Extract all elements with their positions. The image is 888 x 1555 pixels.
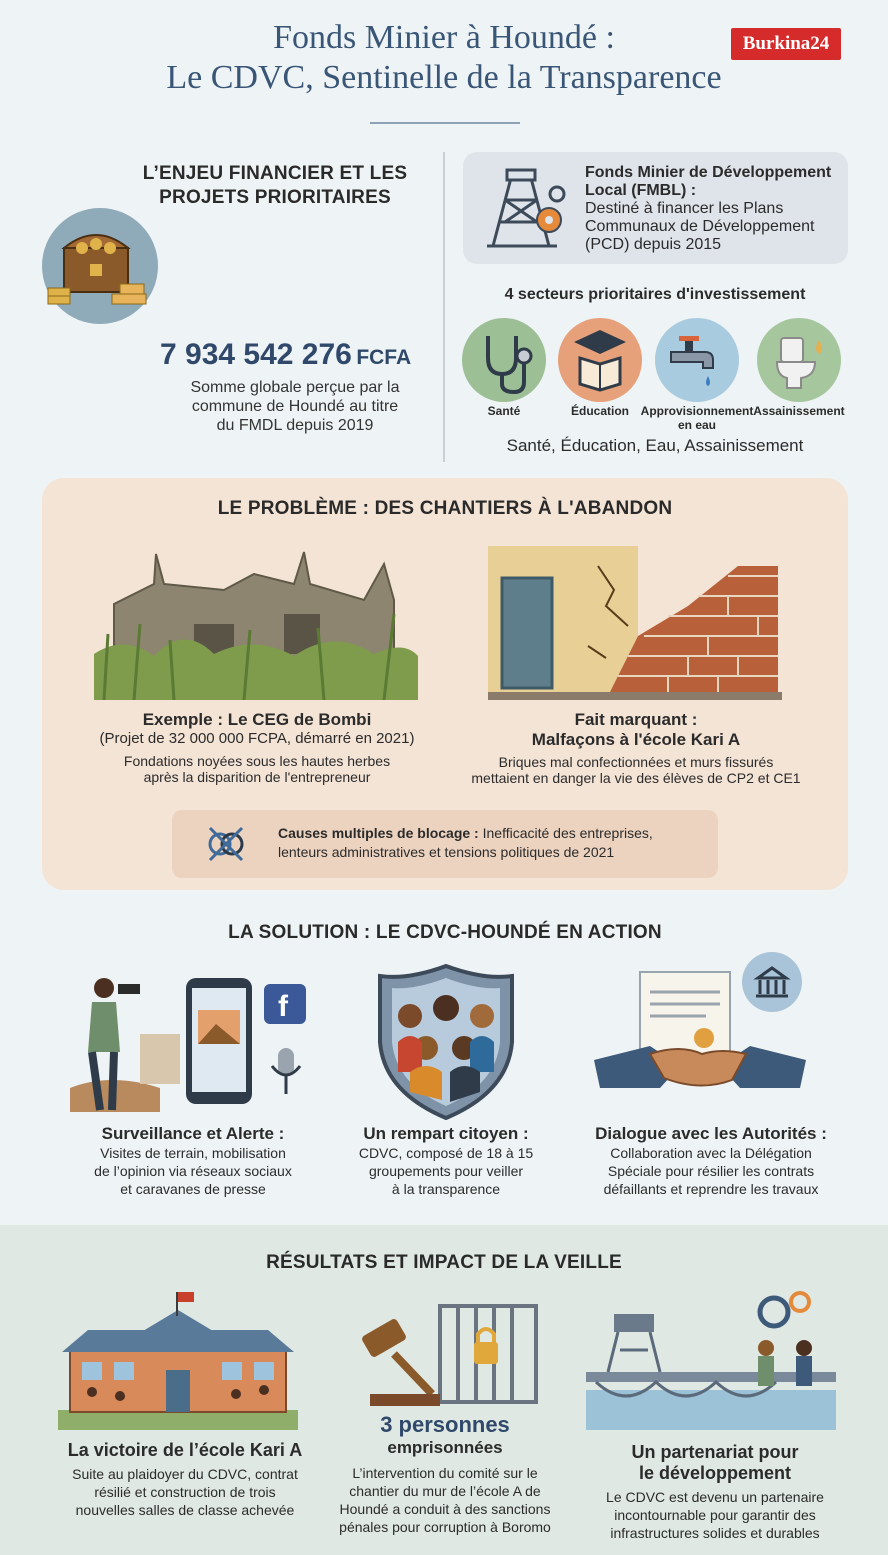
rempart-line-2: groupements pour veiller bbox=[368, 1163, 524, 1179]
bridge-water-tower-illustration bbox=[586, 1290, 836, 1430]
graduation-book-icon bbox=[558, 318, 642, 402]
problem-heading: LE PROBLÈME : DES CHANTIERS À L'ABANDON bbox=[217, 498, 673, 519]
prison-line-1: L’intervention du comité sur le bbox=[352, 1465, 538, 1481]
amount-value: 7 934 542 276 bbox=[160, 338, 352, 371]
financial-heading-line-1: L’ENJEU FINANCIER ET LES bbox=[142, 163, 408, 184]
fmbl-desc-line-1: Destiné à financer les Plans bbox=[585, 200, 784, 217]
school-illustration bbox=[58, 1290, 298, 1430]
partnership-line-1: Le CDVC est devenu un partenaire bbox=[606, 1489, 824, 1505]
financial-heading-line-2: PROJETS PRIORITAIRES bbox=[159, 187, 391, 208]
sector-label-education: Éducation bbox=[570, 404, 629, 418]
problem-right-text bbox=[456, 710, 816, 786]
partnership-line-3: infrastructures solides et durables bbox=[610, 1525, 820, 1541]
fmbl-card bbox=[463, 152, 848, 264]
surveillance-line-2: de l’opinion via réseaux sociaux bbox=[94, 1163, 292, 1179]
sector-label-eau-line-2: en eau bbox=[677, 418, 716, 432]
kari-desc-line-1: Briques mal confectionnées et murs fissurés bbox=[498, 754, 774, 770]
amount-desc-line-2: commune de Houndé au titre bbox=[191, 398, 399, 415]
bombi-desc-line-2: après la disparition de l'entrepreneur bbox=[143, 769, 371, 785]
rempart-line-1: CDVC, composé de 18 à 15 bbox=[358, 1145, 534, 1161]
prison-title: emprisonnées bbox=[387, 1438, 503, 1457]
water-tap-icon bbox=[655, 318, 739, 402]
causes-text bbox=[278, 824, 708, 862]
partnership-title-line-1: Un partenariat pour bbox=[631, 1442, 799, 1462]
financial-heading bbox=[120, 162, 430, 210]
causes-box bbox=[172, 810, 718, 878]
results-middle-text bbox=[320, 1412, 570, 1536]
title-line-1: Fonds Minier à Houndé : bbox=[273, 19, 615, 56]
results-left-text bbox=[50, 1440, 320, 1519]
sectors-summary: Santé, Éducation, Eau, Assainissement bbox=[506, 436, 804, 455]
results-right-text bbox=[580, 1442, 850, 1542]
sectors-heading: 4 secteurs prioritaires d'investissement bbox=[504, 286, 806, 303]
amount-description bbox=[150, 378, 440, 435]
dialogue-title: Dialogue avec les Autorités : bbox=[595, 1124, 827, 1143]
solution-rempart-text bbox=[326, 1124, 566, 1198]
surveillance-illustration bbox=[70, 972, 320, 1112]
causes-bold: Causes multiples de blocage : bbox=[278, 825, 479, 841]
kari-title-line-2: Malfaçons à l'école Kari A bbox=[531, 730, 741, 749]
gavel-prison-illustration bbox=[340, 1296, 550, 1416]
sector-label-assainissement: Assainissement bbox=[753, 404, 845, 418]
sector-label-eau bbox=[638, 404, 756, 432]
kari-victory-line-2: résilié et construction de trois bbox=[94, 1484, 276, 1500]
toilet-icon bbox=[757, 318, 841, 402]
fmbl-desc-line-2: Communaux de Développement bbox=[585, 218, 815, 235]
problem-left-text bbox=[72, 710, 442, 785]
prison-line-2: chantier du mur de l’école A de bbox=[349, 1483, 541, 1499]
kari-victory-line-1: Suite au plaidoyer du CDVC, contrat bbox=[72, 1466, 298, 1482]
kari-victory-title: La victoire de l’école Kari A bbox=[67, 1440, 303, 1460]
results-heading: RÉSULTATS ET IMPACT DE LA VEILLE bbox=[266, 1252, 622, 1273]
ruined-building-illustration bbox=[94, 544, 418, 700]
surveillance-line-3: et caravanes de presse bbox=[120, 1181, 266, 1197]
prison-line-3: Houndé a conduit à des sanctions bbox=[339, 1501, 551, 1517]
rempart-line-3: à la transparence bbox=[391, 1181, 501, 1197]
prison-line-4: pénales pour corruption à Boromo bbox=[339, 1519, 551, 1535]
amount-desc-line-1: Somme globale perçue par la bbox=[190, 379, 400, 396]
partnership-line-2: incontournable pour garantir des bbox=[614, 1507, 816, 1523]
bombi-title: Exemple : Le CEG de Bombi bbox=[142, 710, 372, 729]
fmbl-title-line-1: Fonds Minier de Développement bbox=[585, 164, 832, 181]
section-vertical-divider bbox=[443, 152, 445, 462]
mine-tower-gear-icon bbox=[477, 164, 569, 252]
tangled-knot-icon bbox=[206, 824, 246, 864]
fmbl-desc-line-3: (PCD) depuis 2015 bbox=[585, 236, 722, 253]
stethoscope-icon bbox=[462, 318, 546, 402]
causes-rest: Inefficacité des entreprises, bbox=[478, 825, 653, 841]
fmbl-text bbox=[585, 164, 845, 254]
sector-label-sante: Santé bbox=[487, 404, 521, 418]
kari-title-line-1: Fait marquant : bbox=[574, 710, 698, 729]
cracked-brick-wall-illustration bbox=[488, 546, 782, 700]
surveillance-title: Surveillance et Alerte : bbox=[101, 1124, 285, 1143]
fmbl-title-line-2: Local (FMBL) : bbox=[585, 182, 697, 199]
burkina24-logo[interactable]: Burkina24 bbox=[731, 28, 841, 60]
sector-label-eau-line-1: Approvisionnement bbox=[640, 404, 754, 418]
prison-count: 3 personnes bbox=[380, 1412, 510, 1437]
solution-heading: LA SOLUTION : LE CDVC-HOUNDÉ EN ACTION bbox=[228, 922, 662, 943]
causes-line-2: lenteurs administratives et tensions politiques de 2021 bbox=[278, 844, 615, 860]
amount-desc-line-3: du FMDL depuis 2019 bbox=[216, 417, 374, 434]
kari-victory-line-3: nouvelles salles de classe achevée bbox=[75, 1502, 295, 1518]
fmdl-amount bbox=[160, 338, 430, 374]
handshake-contract-illustration bbox=[590, 950, 810, 1100]
surveillance-line-1: Visites de terrain, mobilisation bbox=[100, 1145, 286, 1161]
rempart-title: Un rempart citoyen : bbox=[363, 1124, 529, 1143]
amount-currency: FCFA bbox=[356, 346, 412, 369]
dialogue-line-2: Spéciale pour résilier les contrats bbox=[607, 1163, 815, 1179]
page-title bbox=[60, 18, 828, 98]
title-divider bbox=[370, 122, 520, 124]
title-line-2: Le CDVC, Sentinelle de la Transparence bbox=[166, 59, 722, 96]
partnership-title-line-2: le développement bbox=[638, 1463, 792, 1483]
citizen-shield-icon bbox=[374, 962, 518, 1120]
solution-surveillance-text bbox=[58, 1124, 328, 1198]
bombi-desc-line-1: Fondations noyées sous les hautes herbes bbox=[123, 753, 391, 769]
dialogue-line-1: Collaboration avec la Délégation bbox=[610, 1145, 812, 1161]
bombi-subtitle: (Projet de 32 000 000 FCPA, démarré en 2021) bbox=[99, 730, 415, 747]
solution-dialogue-text bbox=[566, 1124, 856, 1198]
treasure-chest-icon bbox=[42, 208, 158, 324]
svg-text:f: f bbox=[278, 990, 288, 1023]
dialogue-line-3: défaillants et reprendre les travaux bbox=[603, 1181, 819, 1197]
kari-desc-line-2: mettaient en danger la vie des élèves de CP2 et CE1 bbox=[471, 770, 801, 786]
